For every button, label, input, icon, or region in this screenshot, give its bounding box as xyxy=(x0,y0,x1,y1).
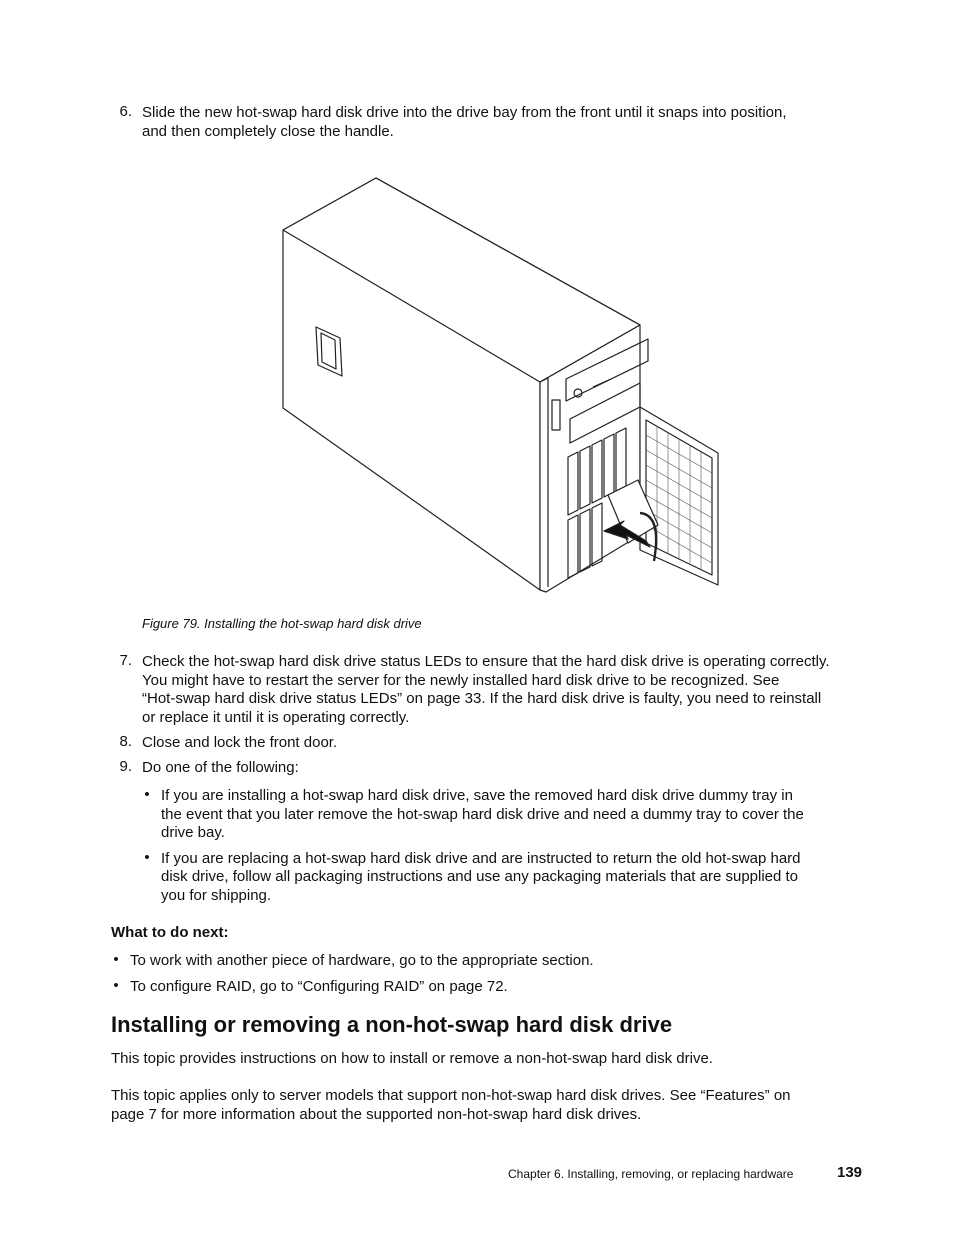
step-text: Close and lock the front door. xyxy=(142,734,338,751)
bullet-text: To work with another piece of hardware, go to the appropriate section. xyxy=(130,952,594,969)
footer-chapter: Chapter 6. Installing, removing, or replacing hardware xyxy=(508,1167,794,1181)
step-text: Do one of the following: xyxy=(142,759,299,776)
section-paragraph: page 7 for more information about the supported non-hot-swap hard disk drives. xyxy=(111,1106,642,1123)
step-text: “Hot-swap hard disk drive status LEDs” on page 33. If the hard disk drive is faulty, you need to reinstall xyxy=(142,690,822,707)
bullet-marker: • xyxy=(113,951,119,968)
section-paragraph: This topic applies only to server models that support non-hot-swap hard disk drives. See “Features” on xyxy=(111,1087,791,1104)
section-title: Installing or removing a non-hot-swap hard disk drive xyxy=(111,1012,673,1037)
step-text: or replace it until it is operating correctly. xyxy=(142,709,410,726)
bullet-text: drive bay. xyxy=(161,824,225,841)
step-text: You might have to restart the server for the newly installed hard disk drive to be recognized. See xyxy=(142,672,780,689)
server-hot-swap-drive-illustration xyxy=(278,175,728,595)
bullet-marker: • xyxy=(144,786,150,803)
figure-caption: Figure 79. Installing the hot-swap hard disk drive xyxy=(142,616,422,631)
section-paragraph: This topic provides instructions on how to install or remove a non-hot-swap hard disk drive. xyxy=(111,1050,713,1067)
step-number: 8. xyxy=(119,733,132,750)
bullet-text: If you are replacing a hot-swap hard disk drive and are instructed to return the old hot-swap hard xyxy=(161,850,801,867)
step-number: 9. xyxy=(119,758,132,775)
step-number: 6. xyxy=(119,103,132,120)
page-number: 139 xyxy=(837,1164,863,1181)
bullet-text: To configure RAID, go to “Configuring RAID” on page 72. xyxy=(130,978,508,995)
step-text: Slide the new hot-swap hard disk drive into the drive bay from the front until it snaps into position, xyxy=(142,104,787,121)
bullet-text: the event that you later remove the hot-swap hard disk drive and need a dummy tray to cover the xyxy=(161,806,804,823)
bullet-text: you for shipping. xyxy=(161,887,272,904)
step-text: and then completely close the handle. xyxy=(142,123,394,140)
bullet-text: disk drive, follow all packaging instructions and use any packaging materials that are supplied to xyxy=(161,868,799,885)
step-number: 7. xyxy=(119,652,132,669)
step-text: Check the hot-swap hard disk drive status LEDs to ensure that the hard disk drive is operating correctly. xyxy=(142,653,830,670)
bullet-marker: • xyxy=(113,977,119,994)
next-heading: What to do next: xyxy=(111,924,229,941)
bullet-marker: • xyxy=(144,849,150,866)
bullet-text: If you are installing a hot-swap hard disk drive, save the removed hard disk drive dummy tray in xyxy=(161,787,793,804)
